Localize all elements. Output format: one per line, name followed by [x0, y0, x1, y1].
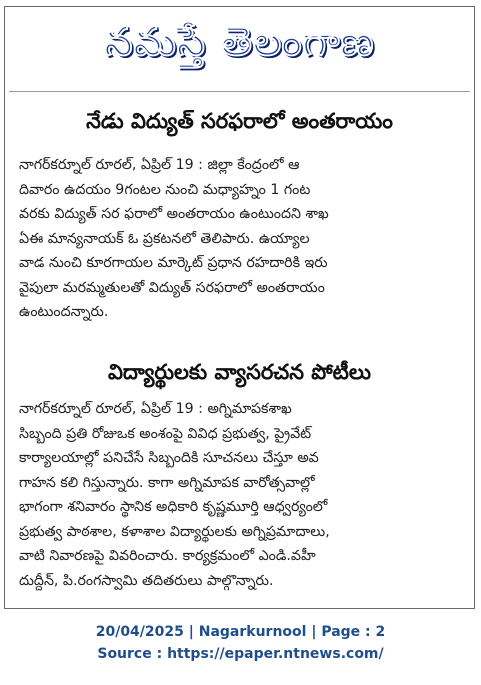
masthead-divider	[9, 91, 470, 92]
newspaper-clipping	[4, 6, 475, 609]
masthead-title: నమస్తే తెలంగాణ	[104, 17, 375, 65]
footer-source: Source : https://epaper.ntnews.com/	[97, 646, 384, 662]
masthead	[5, 9, 474, 83]
article2-line: సిబ్బంది ప్రతి రోజుఒక అంశంపై వివిధ ప్రభుత్వ, ప్రైవేట్	[19, 425, 312, 442]
article1-body	[19, 153, 464, 325]
article2-headline: విద్యార్థులకు వ్యాసరచన పోటీలు	[107, 360, 372, 384]
article2-line: ప్రభుత్వ పాఠశాల, కళాశాల విద్యార్థులకు అగ్నిప్రమాదాలు,	[19, 523, 330, 540]
article1-headline: నేడు విద్యుత్ సరఫరాలో అంతరాయం	[86, 109, 393, 133]
article1-line: నాగర్‌కర్నూల్ రూరల్, ఏప్రిల్ 19 : జిల్లా కేంద్రంలో ఆ	[19, 157, 300, 173]
article2-line: నాగర్‌కర్నూల్ రూరల్, ఏప్రిల్ 19 : అగ్నిమాపకశాఖ	[19, 401, 292, 417]
article1-line: వరకు విద్యుత్ సర ఫరాలో అంతరాయం ఉంటుందని శాఖ	[19, 206, 329, 222]
article2-line: గాహన కలి గిస్తున్నారు. కాగా అగ్నిమాపక వారోత్సవాల్లో	[19, 474, 315, 491]
article2-body	[19, 397, 464, 593]
article1-line: ఉంటుందన్నారు.	[19, 304, 109, 320]
article2-line: కార్యాలయాల్లో పనిచేసే సిబ్బందికి సూచనలు చేస్తూ అవ	[19, 450, 319, 466]
article2-line: భాగంగా శనివారం స్థానిక అధికారి కృష్ణమూర్తి ఆధ్వర్యంలో	[19, 499, 328, 515]
article1-line: వైపులా మరమ్మతులతో విద్యుత్ సరఫరాలో అంతరాయం	[19, 279, 325, 296]
article2-line: వాటి నివారణపై వివరించారు. కార్యక్రమంలో ఎండి.వహీ	[19, 548, 316, 564]
article1-line: ఏఈ మాన్యనాయక్ ఓ ప్రకటనలో తెలిపారు. ఉయ్యాల	[19, 230, 310, 247]
article1-line: దివారం ఉదయం 9గంటల నుంచి మధ్యాహ్నం 1 గంట	[19, 181, 311, 198]
footer-date-edition: 20/04/2025 | Nagarkurnool | Page : 2	[95, 624, 386, 640]
article1-line: వాడ నుంచి కూరగాయల మార్కెట్ ప్రధాన రహదారికి ఇరు	[19, 255, 328, 271]
article2-line: దుద్దీన్, పి.రంగస్వామి తదితరులు పాల్గొన్నారు.	[19, 572, 274, 589]
